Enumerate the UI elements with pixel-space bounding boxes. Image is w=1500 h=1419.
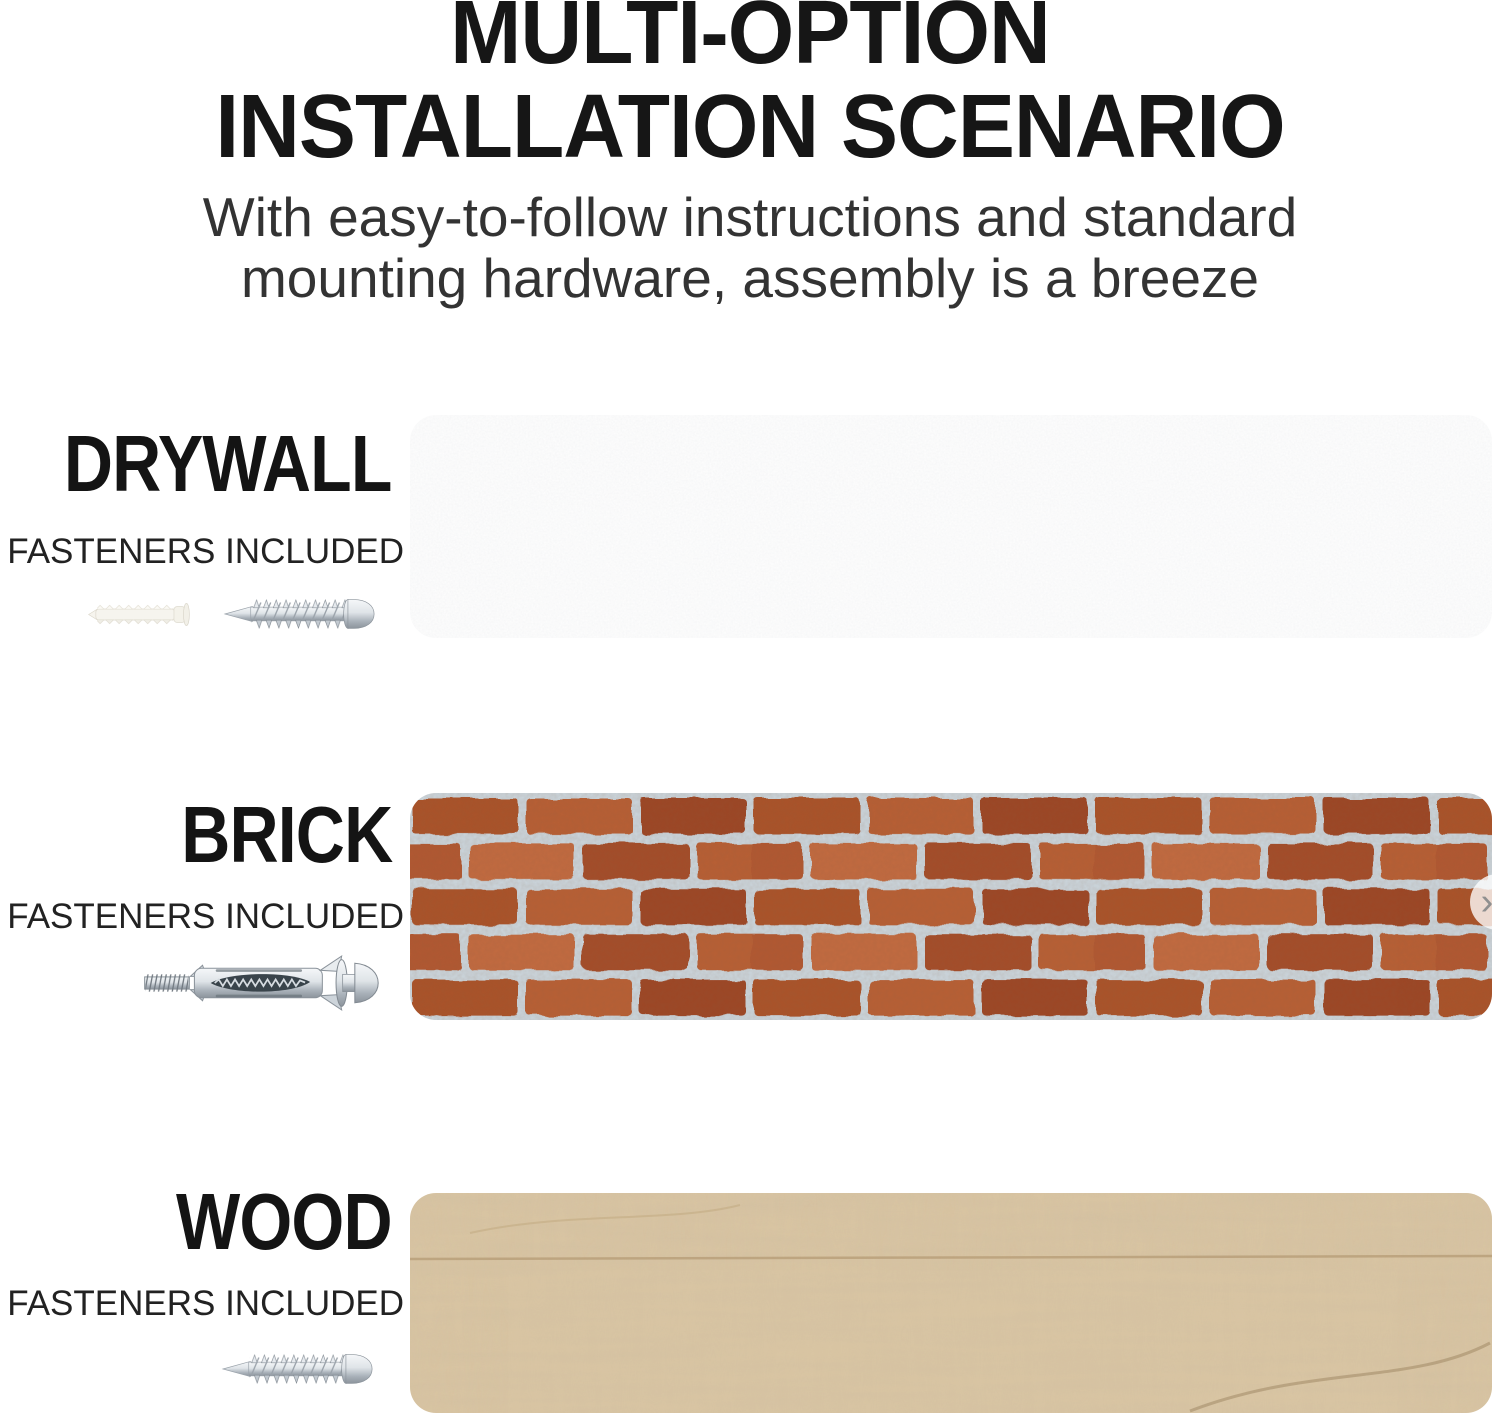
page-subtitle-line1: With easy-to-follow instructions and standard xyxy=(202,186,1298,248)
page-subtitle xyxy=(0,187,1500,309)
fastener-images-drywall xyxy=(0,596,394,632)
wood-texture xyxy=(410,1193,1492,1413)
molly-bolt-anchor-icon xyxy=(139,950,394,1016)
pan-head-screw-icon xyxy=(218,1351,394,1387)
plastic-anchor-icon xyxy=(86,598,214,631)
brick-texture xyxy=(410,793,1492,1020)
fastener-images-wood xyxy=(0,1351,394,1387)
pan-head-screw-icon xyxy=(222,596,394,632)
fastener-images-brick xyxy=(0,950,394,1016)
drywall-texture xyxy=(410,415,1492,638)
fasteners-label-wood: FASTENERS INCLUDED xyxy=(7,1284,404,1323)
fasteners-label-drywall: FASTENERS INCLUDED xyxy=(7,532,404,571)
chevron-right-icon: › xyxy=(1480,881,1494,923)
fasteners-label-brick: FASTENERS INCLUDED xyxy=(7,897,404,936)
page-title xyxy=(38,0,1463,177)
page-title-line1: MULTI-OPTION xyxy=(450,0,1050,83)
section-title-brick: BRICK xyxy=(180,790,392,879)
section-title-wood: WOOD xyxy=(176,1177,392,1266)
section-title-drywall: DRYWALL xyxy=(64,419,392,508)
page-subtitle-line2: mounting hardware, assembly is a breeze xyxy=(240,247,1259,309)
page-title-line2: INSTALLATION SCENARIO xyxy=(215,77,1285,177)
